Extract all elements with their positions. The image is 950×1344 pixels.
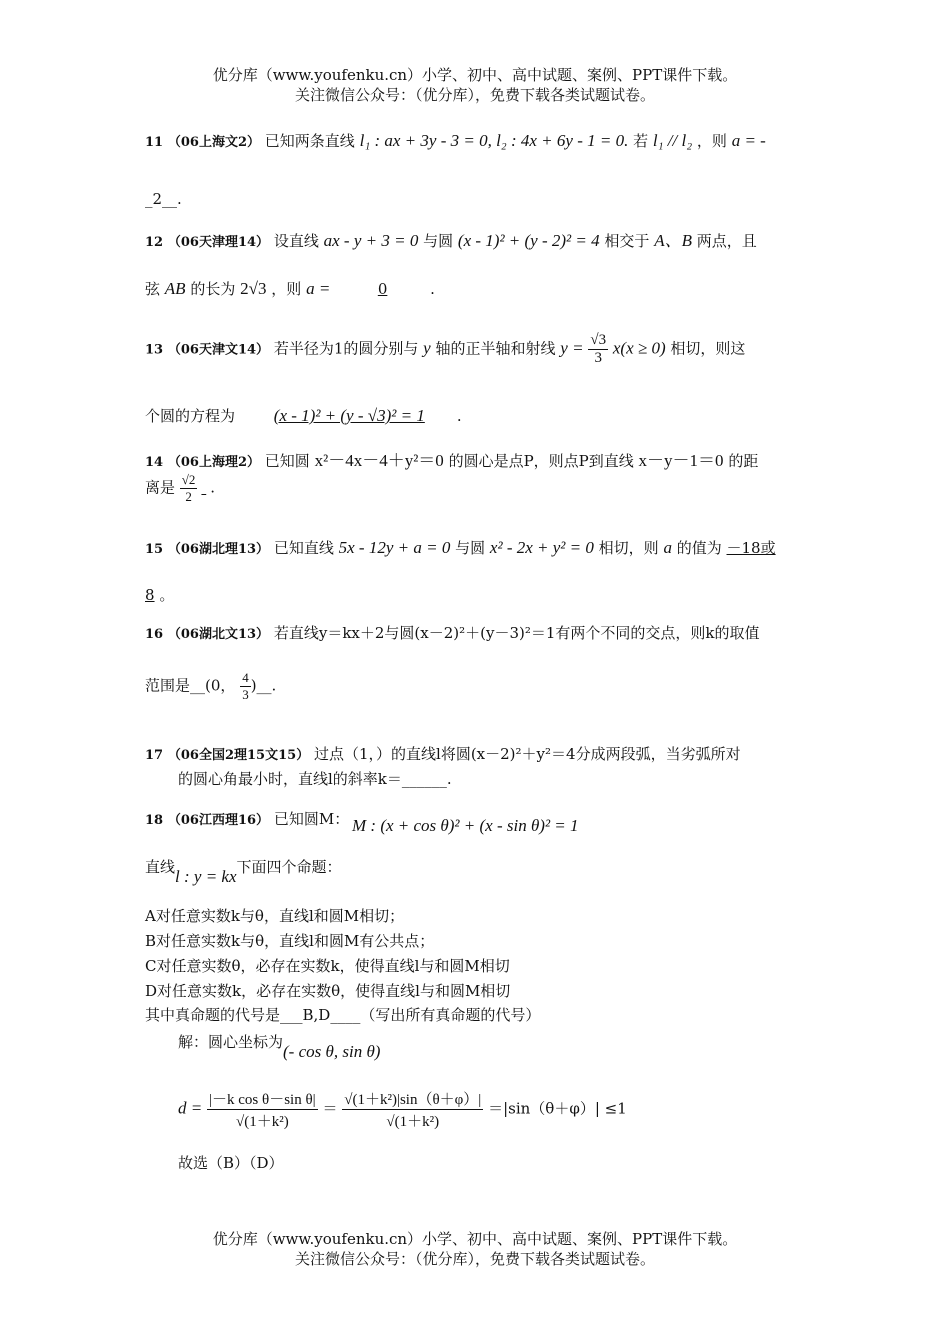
question-16 [145,622,810,643]
q18-option-d: D对任意实数k，必存在实数θ，使得直线l与和圆M相切 [145,982,511,1000]
q12-length: 2√3 [240,279,267,298]
q18-d-numerator-1: |－k cos θ－sin θ| [207,1088,318,1110]
q18-d-numerator-2: √(1＋k²)|sin（θ＋φ）| [342,1088,483,1110]
q15-end: 。 [159,586,175,604]
q18-d-fraction-1 [207,1088,318,1131]
q14-text-line: 的圆心是点P，则点P到直线 [448,452,634,470]
q18-option-a: A对任意实数k与θ，直线l和圆M相切； [145,907,405,925]
q16-answer-fraction [240,670,251,703]
q11-text-if: 若 [633,132,649,150]
q13-text-equation: 个圆的方程为 [145,407,236,425]
q12-number: 12 [145,235,164,250]
q13-text: 若半径为1的圆分别与 [273,339,419,358]
q12-points: A、B [654,231,692,250]
q11-lines: l₁ : ax + 3y - 3 = 0, l₂ : 4x + 6y - 1 = 0. [359,131,629,150]
q16-text-range: 范围是 [145,676,191,695]
q16-source: （06湖北文13） [167,627,270,642]
q18-text: 已知圆M： [273,810,350,828]
q14-answer-numerator: √2 [181,472,196,487]
q16-answer-open: __(0， [190,676,236,695]
question-18-line [145,856,810,886]
question-12-cont [145,278,810,299]
question-15 [145,537,810,558]
q17-number: 17 [145,748,164,763]
q18-line-equation: l : y = kx [175,867,237,886]
q11-answer: _2__. [145,190,182,208]
q13-ray-fraction [588,332,608,367]
q15-text-value: 的值为 [676,539,722,557]
q18-d-lead: d = [178,1098,203,1118]
q11-text-then: ，则 [696,132,727,150]
footer-line-1: 优分库（www.youfenku.cn）小学、初中、高中试题、案例、PPT课件下载。 [212,1230,738,1248]
q13-source: （06天津文14） [167,342,270,358]
q12-chord: AB [164,279,186,298]
q12-line-equation: ax - y + 3 = 0 [323,231,419,250]
q15-line-equation: 5x - 12y + a = 0 [338,538,451,557]
q18-distance-formula [178,1088,843,1131]
q18-circle-equation-text: M : (x + cos θ)² + (x - sin θ)² = 1 [352,816,579,835]
q13-text-ray: 轴的正半轴和射线 [435,339,556,358]
q14-text-is: 离是 [145,478,176,497]
q14-answer-denominator: 2 [185,489,192,504]
q13-ray-lead: y = [560,338,584,358]
q18-solution-lead: 解：圆心坐标为 [178,1033,284,1051]
q18-d-denominator-1: √(1＋k²) [235,1114,289,1130]
q13-number: 13 [145,342,164,358]
q15-a: a [663,538,672,557]
q18-conclusion: 故选（B）（D） [178,1154,284,1172]
header-line-1: 优分库（www.youfenku.cn）小学、初中、高中试题、案例、PPT课件下载。 [212,66,738,84]
q12-text-length: 的长为 [190,280,236,298]
q14-text: 已知圆 [264,452,310,470]
q18-d-tail: ＝|sin（θ＋φ）| ≤1 [488,1099,627,1118]
q14-number: 14 [145,455,164,470]
question-14 [145,446,810,471]
q18-text-propositions: 下面四个命题： [236,858,342,876]
q12-text-intersect: 相交于 [604,232,650,250]
q15-number: 15 [145,542,164,557]
q16-answer-close: )__. [250,676,277,695]
question-17 [145,743,810,764]
question-12 [145,226,810,251]
q13-text-tangent: 相切，则这 [670,339,746,358]
q18-solution [178,1031,843,1061]
q15-answer-2: 8 [145,586,155,604]
q13-end: . [456,407,462,425]
q18-d-equals: ＝ [322,1099,338,1118]
q18-option-c: C对任意实数θ，必存在实数k，使得直线l与和圆M相切 [145,957,510,975]
q12-source: （06天津理14） [167,235,270,250]
q14-text-distance: 的距 [728,452,759,470]
q12-text: 设直线 [273,232,319,250]
q18-d-fraction-2 [342,1088,483,1131]
q18-option-b: B对任意实数k与θ，直线l和圆M有公共点； [145,932,435,950]
q11-answer-lead: a = - [731,131,766,150]
q14-answer-fraction [180,472,198,505]
q15-text-circle: 与圆 [455,539,486,557]
q15-circle-equation: x² - 2x + y² = 0 [489,538,594,557]
q12-text-chord: 弦 [145,280,161,298]
q12-circle-equation: (x - 1)² + (y - 2)² = 4 [457,231,600,250]
footer-line-2: 关注微信公众号：（优分库），免费下载各类试题试卷。 [294,1250,655,1268]
q18-d-denominator-2: √(1＋k²) [386,1114,440,1130]
q13-ray-tail: x(x ≥ 0) [612,338,666,358]
q18-answer-line: 其中真命题的代号是___B,D____（写出所有真命题的代号） [145,1006,541,1024]
q15-text: 已知直线 [273,539,334,557]
q11-source: （06上海文2） [167,135,261,150]
q14-circle-equation: x²－4x－4＋y²＝0 [314,451,444,470]
q13-answer: (x - 1)² + (y - √3)² = 1 [273,406,425,425]
q16-answer-numerator: 4 [242,670,249,685]
q12-answer: 0 [377,280,388,298]
q14-end: . [210,478,215,497]
q15-text-tangent: 相切，则 [598,539,659,557]
q18-circle-equation [352,816,792,836]
q13-ray-denominator: 3 [594,350,602,366]
q11-parallel: l₁ // l₂ [652,131,693,150]
q17-text-cont: 的圆心角最小时，直线l的斜率k＝______. [178,770,452,788]
q12-text-then: ，则 [271,280,302,298]
question-13-cont [145,405,810,426]
q17-text: 过点（1，）的直线l将圆(x－2)²＋y²＝4分成两段弧，当劣弧所对 [313,745,741,763]
q18-source: （06江西理16） [167,813,270,828]
q15-source: （06湖北理13） [167,542,270,557]
q18-text-line: 直线 [145,858,176,876]
q12-answer-lead: a = [306,279,331,298]
question-11 [145,130,810,151]
q16-number: 16 [145,627,164,642]
header-line-2: 关注微信公众号：（优分库），免费下载各类试题试卷。 [294,86,655,104]
question-16-cont [145,670,810,703]
q13-ray-numerator: √3 [590,332,607,348]
q18-center: (- cos θ, sin θ) [283,1042,381,1061]
q17-source: （06全国2理15文15） [167,748,310,763]
q11-number: 11 [145,135,164,150]
question-13 [145,332,810,367]
q15-answer-1: －18或 [726,539,776,557]
q12-text-circle: 与圆 [423,232,454,250]
q16-answer-denominator: 3 [242,687,249,702]
question-14-cont [145,472,810,505]
q12-end: . [430,280,435,298]
q13-y: y [423,338,431,358]
q14-source: （06上海理2） [167,455,261,470]
q18-number: 18 [145,813,164,828]
q16-text: 若直线y＝kx＋2与圆(x－2)²＋(y－3)²＝1有两个不同的交点，则k的取值 [273,624,760,642]
q12-text-points: 两点，且 [696,232,757,250]
q11-text: 已知两条直线 [264,132,355,150]
q14-line-equation: x－y－1＝0 [638,451,724,470]
question-15-cont [145,584,810,605]
